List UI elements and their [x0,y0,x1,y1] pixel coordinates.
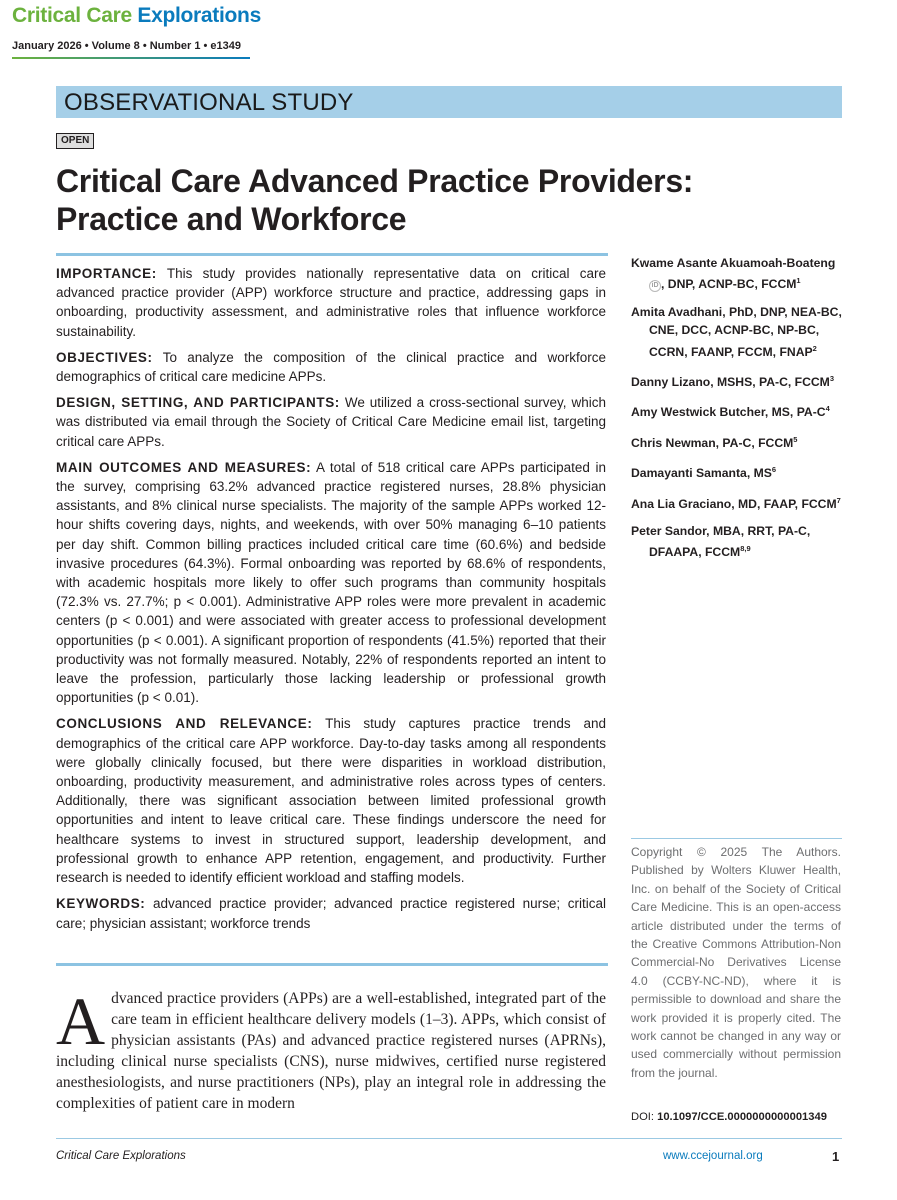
conclusions-label: CONCLUSIONS AND RELEVANCE: [56,716,313,732]
author-affiliation: 5 [793,434,798,444]
abstract-keywords [56,894,606,932]
author-credentials: , DNP, ACNP-BC, FCCM [661,277,797,292]
importance-label: IMPORTANCE: [56,266,157,281]
importance-text: This study provides nationally representative data on critical care advanced practice provider (APP) workforce structure and practice, addressing gaps in onboarding, productivity assessment, and administrative roles that influence workforce sustainability. [56,266,606,339]
drop-cap: A [56,983,106,1059]
author-name: Damayanti Samanta, MS [631,466,772,481]
author-affiliation: 8,9 [740,544,751,554]
journal-logo [12,4,261,28]
author-affiliation: 2 [812,343,817,353]
outcomes-label: MAIN OUTCOMES AND MEASURES: [56,459,312,475]
author-name: Chris Newman, PA-C, FCCM [631,435,794,450]
title-line-2: Practice and Workforce [56,201,407,237]
header-rule [12,57,250,59]
author-item [631,254,846,294]
abstract-outcomes [56,458,606,708]
objectives-text: To analyze the composition of the clinical practice and workforce demographics of critical care medicine APPs. [56,349,606,385]
author-affiliation: 3 [829,374,835,384]
keywords-text: advanced practice provider; advanced practice registered nurse; critical care; physician assistant; workforce trends [56,896,606,931]
author-affiliation: 4 [825,404,830,414]
author-item [631,431,846,452]
conclusions-text: This study captures practice trends and demographics of the critical care APP workforce. Day-to-day tasks among all respondents were globally clinically focused, but there were disparities in workload distribution, onboarding, productivity measurement, and administrative roles across types of centers. Additionally, there was significant association between limited professional growth opportunities and intent to leave critical care. These findings underscore the need for healthcare systems to invest in structured support, leadership development, and professional growth to enhance APP retention, engagement, and productivity. Further research is needed to identify efficient workload and staffing models. [56,716,607,886]
footer-journal-name: Critical Care Explorations [56,1150,186,1162]
abstract-conclusions [56,714,606,887]
outcomes-text: A total of 518 critical care APPs participated in the survey, comprising 63.2% advanced practice registered nurses, 28.8% physician assistants, and 8% clinical nurse specialists. The majority of the sample APPs worked 12-hour shifts covering days, nights, and weekends, with over 50% managing 6–10 patients per day shift. Common billing practices included critical care time (60.6%) and bedside invasive procedures (64.3%). Formal onboarding was reported by 68.6% of respondents, with academic hospitals more likely to offer such programs than community hospitals (72.3% vs. 27.7%; p < 0.001). Administrative APP roles were more prevalent in academic centers (p < 0.001) and were associated with greater access to professional development opportunities (p < 0.001). A significant proportion of respondents (41.5%) reported that their productivity was not formally measured. Notably, 22% of respondents reported an intent to leave the profession, particularly those lacking leadership or professional growth opportunities (p < 0.01). [56,459,607,706]
author-name: Ana Lia Graciano, MD, FAAP, FCCM [631,496,837,511]
author-name: Danny Lizano, MSHS, PA-C, FCCM [631,375,830,390]
author-item [631,492,846,513]
copyright-divider [631,838,842,839]
section-label: OBSERVATIONAL STUDY [64,89,354,116]
author-item [631,370,846,391]
copyright-notice: Copyright © 2025 The Authors. Published by Wolters Kluwer Health, Inc. on behalf of the Society of Critical Care Medicine. This is an open-access article distributed under the terms of the Creative Commons Attribution-Non Commercial-No Derivatives License 4.0 (CCBY-NC-ND), where it is permissible to download and share the work provided it is properly cited. The work cannot be changed in any way or used commercially without permission from the journal. [631,845,841,1080]
doi [631,1111,851,1123]
design-text: We utilized a cross-sectional survey, which was distributed via email through the Society of Critical Care Medicine email list, targeting critical care APPs. [56,395,606,449]
author-item [631,461,846,482]
author-item [631,522,846,562]
orcid-icon[interactable]: iD [649,280,661,292]
keywords-label: KEYWORDS: [56,896,146,912]
abstract-importance [56,264,606,341]
body-text: dvanced practice providers (APPs) are a well-established, integrated part of the care team in efficient healthcare delivery models (1–3). APPs, which consist of physician assistants (PAs) and advanced practice registered nurses (APRNs), including clinical nurse specialists (CNS), nurse midwives, certified nurse registered anesthesiologists, and nurse practitioners (NPs), play an integral role in addressing the complexities of patient care in modern [56,990,606,1112]
article-title [56,162,816,238]
author-affiliation: 6 [771,465,777,475]
abstract-objectives [56,348,606,386]
author-name: Amita Avadhani, PhD, DNP, NEA-BC, CNE, DCC, ACNP-BC, NP-BC, CCRN, FAANP, FCCM, FNAP [631,304,842,359]
section-banner [56,86,842,118]
author-item [631,303,846,361]
open-access-badge: OPEN [56,133,94,149]
design-label: DESIGN, SETTING, AND PARTICIPANTS: [56,395,340,411]
journal-name-part2: Explorations [137,4,261,27]
journal-name-part1: Critical Care [12,4,132,27]
doi-link[interactable]: 10.1097/CCE.0000000000001349 [654,1111,827,1123]
author-affiliation: 1 [796,276,801,286]
author-name: Peter Sandor, MBA, RRT, PA-C, DFAAPA, FCCM [631,524,811,560]
author-name: Amy Westwick Butcher, MS, PA-C [631,405,826,420]
body-paragraph [56,983,606,1114]
title-line-1: Critical Care Advanced Practice Providers: [56,163,694,199]
issue-info: January 2026 • Volume 8 • Number 1 • e1349 [12,40,242,52]
footer-divider [56,1138,842,1139]
objectives-label: OBJECTIVES: [56,349,153,365]
author-item [631,400,846,421]
author-name: Kwame Asante Akuamoah-Boateng [631,256,836,270]
footer-url-link[interactable]: www.ccejournal.org [663,1150,763,1162]
abstract [56,264,606,940]
abstract-divider [56,963,608,966]
author-list [631,254,846,571]
doi-label: DOI: [631,1111,654,1123]
title-divider [56,253,608,256]
abstract-design [56,393,606,451]
author-affiliation: 7 [836,495,841,505]
page-number: 1 [832,1149,840,1164]
